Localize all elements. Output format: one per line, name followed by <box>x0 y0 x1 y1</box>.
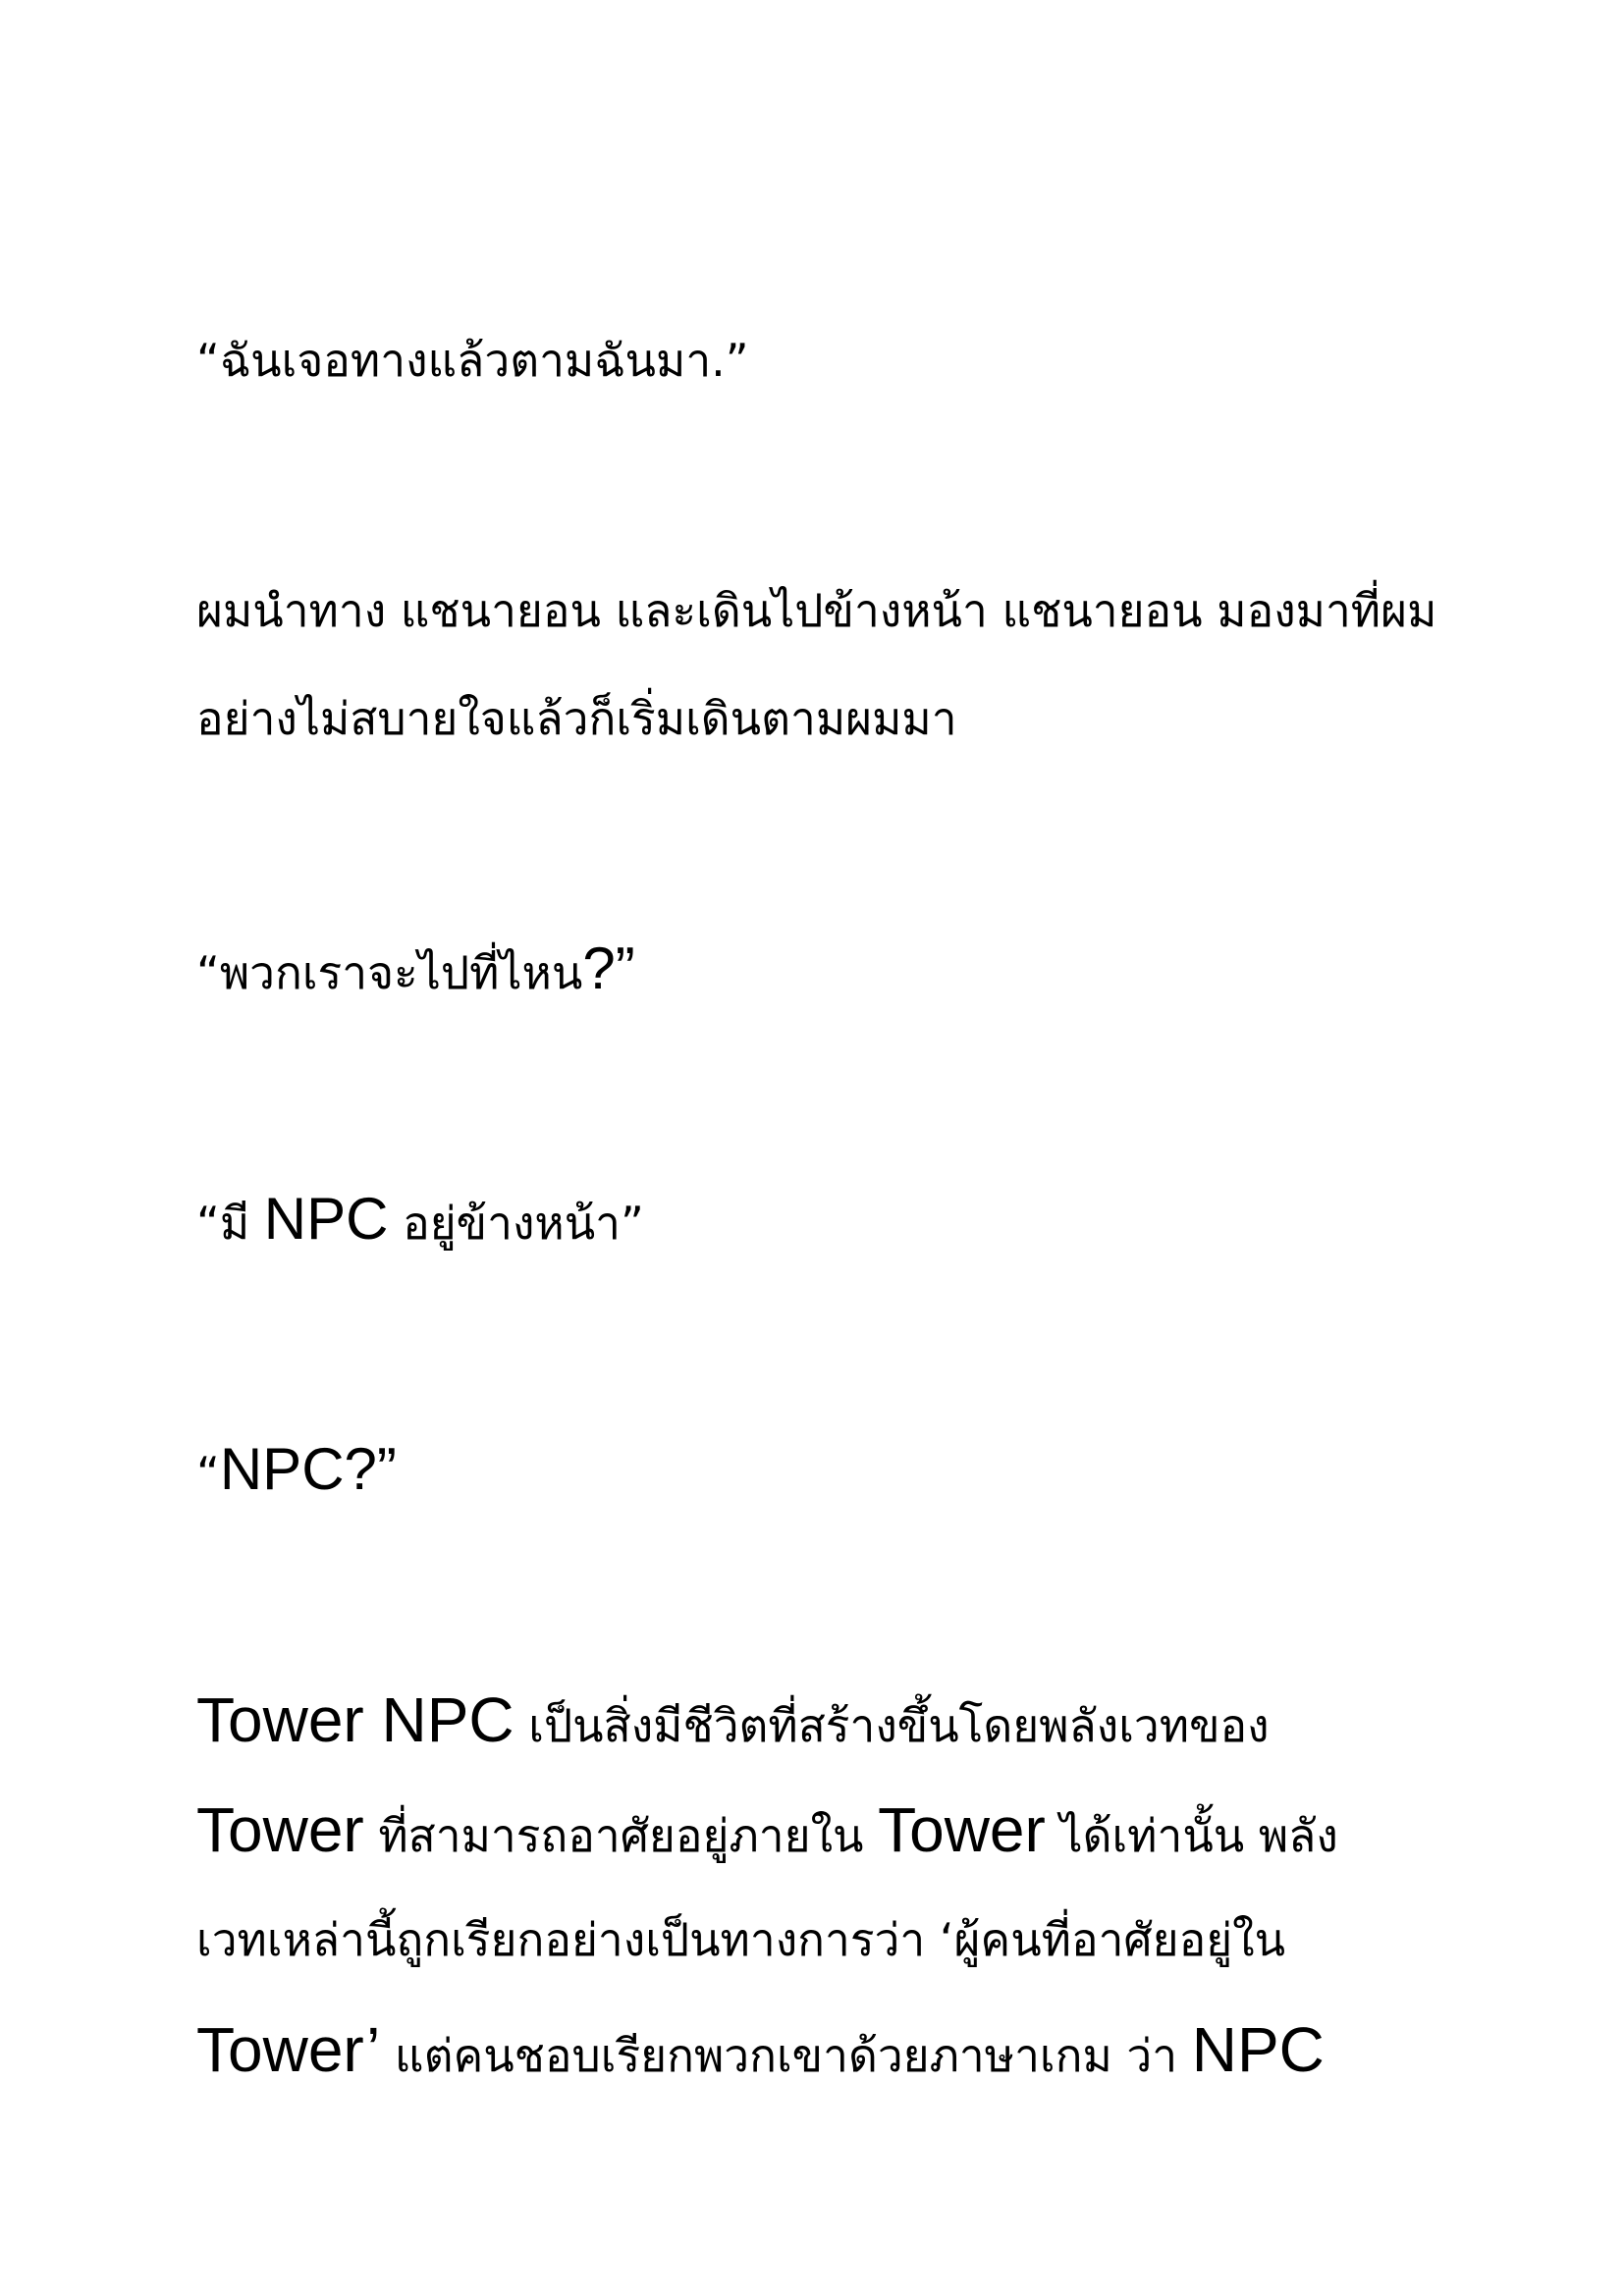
explanation-line <box>196 2014 1325 2087</box>
text-segment: ที่สามารถอาศัยอยู่ภายใน <box>363 1809 879 1862</box>
text-segment: “มี <box>196 1197 264 1250</box>
text-segment: “ <box>196 1447 220 1500</box>
text-segment: “ฉันเจอทางแล้วตามฉันมา.” <box>196 334 749 387</box>
text-segment-latin: NPC <box>1191 2014 1325 2085</box>
text-segment-latin: Tower <box>196 1794 364 1865</box>
narration-line <box>196 579 1436 642</box>
explanation-line <box>196 1684 1270 1757</box>
text-segment: “พวกเราจะไปที่ไหน <box>196 946 583 999</box>
dialogue-line-where-going <box>196 937 635 1004</box>
text-segment-latin: NPC?” <box>219 1436 397 1502</box>
text-segment-latin: Tower’ <box>196 2014 381 2085</box>
narration-line <box>196 687 957 750</box>
text-segment: แต่คนชอบเรียกพวกเขาด้วยภาษาเกม ว่า <box>380 2029 1192 2082</box>
text-segment: ได้เท่านั้น พลัง <box>1045 1809 1338 1862</box>
explanation-line <box>196 1908 1285 1971</box>
text-segment-latin: ?” <box>582 935 635 1001</box>
text-segment-latin: Tower NPC <box>196 1684 514 1755</box>
dialogue-line-npc-ahead <box>196 1188 644 1255</box>
text-segment: อยู่ข้างหน้า” <box>388 1197 644 1250</box>
explanation-line <box>196 1794 1338 1867</box>
text-segment-latin: NPC <box>263 1186 389 1252</box>
text-segment: เวทเหล่านี้ถูกเรียกอย่างเป็นทางการว่า ‘ผู้คนที่อาศัยอยู่ใน <box>196 1913 1286 1966</box>
text-segment-latin: Tower <box>878 1794 1046 1865</box>
dialogue-line-npc-question <box>196 1438 397 1505</box>
text-segment: อย่างไม่สบายใจแล้วก็เริ่มเดินตามผมมา <box>196 692 957 745</box>
dialogue-line-found-way <box>196 329 749 392</box>
text-segment: ผมนำทาง แชนายอน และเดินไปข้างหน้า แชนายอน มองมาที่ผม <box>196 584 1437 637</box>
text-segment: เป็นสิ่งมีชีวิตที่สร้างขึ้นโดยพลังเวทของ <box>514 1699 1270 1752</box>
